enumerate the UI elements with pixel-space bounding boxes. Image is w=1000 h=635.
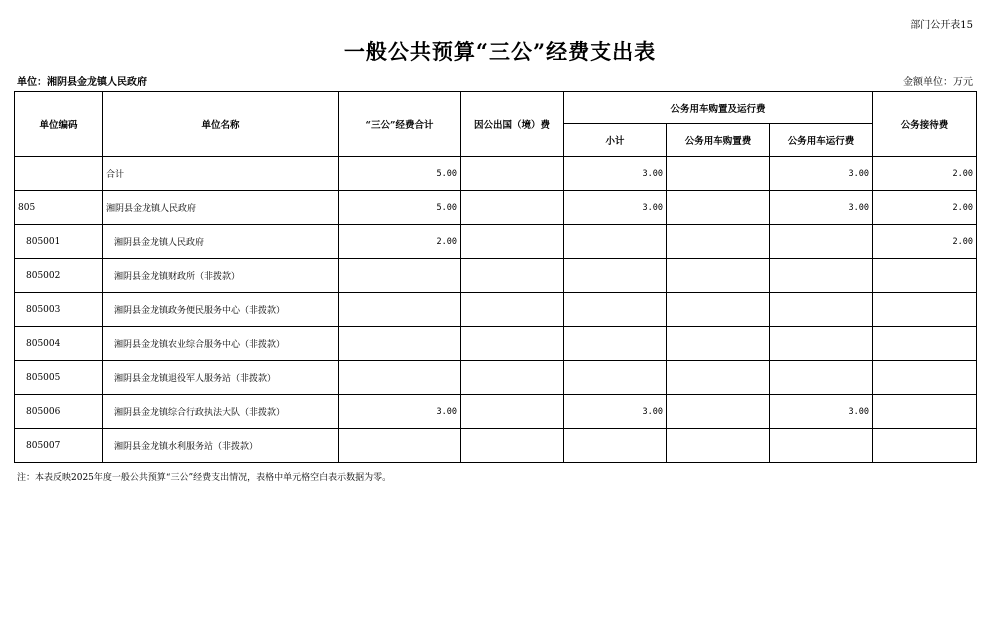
header-name: 单位名称 bbox=[103, 92, 339, 157]
amount-unit: 金额单位：万元 bbox=[903, 77, 973, 88]
cell-purchase bbox=[667, 395, 770, 429]
cell-subtotal bbox=[564, 429, 667, 463]
cell-reception: 2.00 bbox=[873, 191, 977, 225]
cell-code bbox=[15, 157, 103, 191]
cell-operation: 3.00 bbox=[770, 191, 873, 225]
cell-reception bbox=[873, 429, 977, 463]
table-row bbox=[15, 395, 977, 429]
footnote: 注：本表反映2025年度一般公共预算“三公”经费支出情况，表格中单元格空白表示数据为零。 bbox=[17, 473, 392, 483]
cell-total bbox=[339, 429, 461, 463]
table-row bbox=[15, 259, 977, 293]
cell-operation: 3.00 bbox=[770, 157, 873, 191]
cell-reception bbox=[873, 327, 977, 361]
cell-subtotal bbox=[564, 327, 667, 361]
cell-code: 805002 bbox=[15, 259, 103, 293]
cell-name: 湘阴县金龙镇综合行政执法大队（非拨款） bbox=[103, 395, 339, 429]
cell-subtotal bbox=[564, 259, 667, 293]
cell-name: 湘阴县金龙镇水利服务站（非拨款） bbox=[103, 429, 339, 463]
cell-operation bbox=[770, 293, 873, 327]
cell-total: 5.00 bbox=[339, 191, 461, 225]
cell-code: 805007 bbox=[15, 429, 103, 463]
cell-total bbox=[339, 327, 461, 361]
cell-abroad bbox=[461, 157, 564, 191]
cell-name: 合计 bbox=[103, 157, 339, 191]
header-code: 单位编码 bbox=[15, 92, 103, 157]
cell-subtotal: 3.00 bbox=[564, 395, 667, 429]
cell-reception: 2.00 bbox=[873, 225, 977, 259]
header-vehicle-group: 公务用车购置及运行费 bbox=[564, 92, 873, 124]
cell-operation bbox=[770, 225, 873, 259]
cell-abroad bbox=[461, 225, 564, 259]
cell-code: 805006 bbox=[15, 395, 103, 429]
cell-subtotal: 3.00 bbox=[564, 191, 667, 225]
cell-total bbox=[339, 361, 461, 395]
cell-purchase bbox=[667, 293, 770, 327]
cell-abroad bbox=[461, 191, 564, 225]
cell-name: 湘阴县金龙镇人民政府 bbox=[103, 225, 339, 259]
cell-purchase bbox=[667, 429, 770, 463]
cell-purchase bbox=[667, 191, 770, 225]
cell-subtotal bbox=[564, 225, 667, 259]
table-row bbox=[15, 225, 977, 259]
cell-name: 湘阴县金龙镇农业综合服务中心（非拨款） bbox=[103, 327, 339, 361]
cell-name: 湘阴县金龙镇政务便民服务中心（非拨款） bbox=[103, 293, 339, 327]
cell-abroad bbox=[461, 361, 564, 395]
table-row-total bbox=[15, 157, 977, 191]
header-operation: 公务用车运行费 bbox=[770, 124, 873, 157]
header-reception: 公务接待费 bbox=[873, 92, 977, 157]
cell-reception bbox=[873, 293, 977, 327]
unit-label: 单位：湘阴县金龙镇人民政府 bbox=[17, 77, 147, 88]
expenditure-table bbox=[14, 91, 977, 463]
cell-reception bbox=[873, 361, 977, 395]
form-number: 部门公开表15 bbox=[910, 20, 973, 31]
header-purchase: 公务用车购置费 bbox=[667, 124, 770, 157]
cell-code: 805 bbox=[15, 191, 103, 225]
cell-subtotal: 3.00 bbox=[564, 157, 667, 191]
cell-total: 2.00 bbox=[339, 225, 461, 259]
cell-purchase bbox=[667, 259, 770, 293]
cell-name: 湘阴县金龙镇财政所（非拨款） bbox=[103, 259, 339, 293]
cell-operation bbox=[770, 429, 873, 463]
cell-operation: 3.00 bbox=[770, 395, 873, 429]
page-title: 一般公共预算“三公”经费支出表 bbox=[343, 39, 657, 64]
table-row bbox=[15, 327, 977, 361]
cell-code: 805001 bbox=[15, 225, 103, 259]
table-row bbox=[15, 293, 977, 327]
cell-subtotal bbox=[564, 361, 667, 395]
cell-name: 湘阴县金龙镇人民政府 bbox=[103, 191, 339, 225]
cell-operation bbox=[770, 361, 873, 395]
cell-purchase bbox=[667, 361, 770, 395]
cell-reception bbox=[873, 259, 977, 293]
cell-abroad bbox=[461, 259, 564, 293]
cell-purchase bbox=[667, 225, 770, 259]
cell-operation bbox=[770, 259, 873, 293]
cell-name: 湘阴县金龙镇退役军人服务站（非拨款） bbox=[103, 361, 339, 395]
header-total: “三公”经费合计 bbox=[339, 92, 461, 157]
cell-abroad bbox=[461, 395, 564, 429]
cell-purchase bbox=[667, 327, 770, 361]
cell-abroad bbox=[461, 429, 564, 463]
cell-total bbox=[339, 259, 461, 293]
cell-subtotal bbox=[564, 293, 667, 327]
cell-abroad bbox=[461, 293, 564, 327]
cell-operation bbox=[770, 327, 873, 361]
cell-abroad bbox=[461, 327, 564, 361]
table-row bbox=[15, 191, 977, 225]
header-subtotal: 小计 bbox=[564, 124, 667, 157]
cell-code: 805005 bbox=[15, 361, 103, 395]
cell-code: 805003 bbox=[15, 293, 103, 327]
cell-reception: 2.00 bbox=[873, 157, 977, 191]
cell-total: 5.00 bbox=[339, 157, 461, 191]
cell-total: 3.00 bbox=[339, 395, 461, 429]
cell-purchase bbox=[667, 157, 770, 191]
cell-reception bbox=[873, 395, 977, 429]
header-abroad: 因公出国（境）费 bbox=[461, 92, 564, 157]
cell-code: 805004 bbox=[15, 327, 103, 361]
table-row bbox=[15, 361, 977, 395]
table-row bbox=[15, 429, 977, 463]
cell-total bbox=[339, 293, 461, 327]
